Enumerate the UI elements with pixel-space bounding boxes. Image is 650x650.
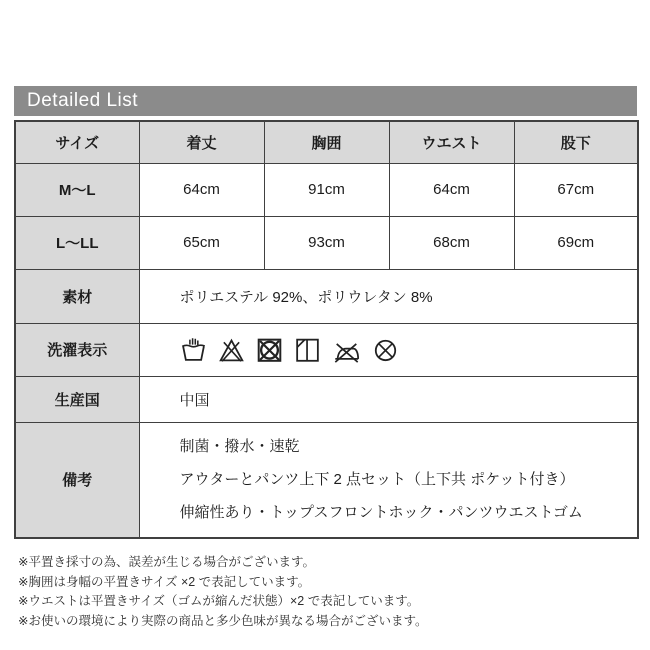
hang-dry-in-shade-icon [294,336,321,364]
col-header-inseam: 股下 [514,121,638,163]
row-header-notes: 備考 [15,422,139,538]
do-not-tumble-dry-icon [256,336,283,364]
footnote-chest: ※胸囲は身幅の平置きサイズ ×2 で表記しています。 [18,574,311,589]
table-row-size-l-ll [15,216,638,269]
note-line-1: 制菌・撥水・速乾 [179,438,300,456]
country-value: 中国 [139,376,638,422]
row-header-material: 素材 [15,269,139,323]
footnote-waist: ※ウエストは平置きサイズ（ゴムが縮んだ状態）×2 で表記しています。 [18,594,420,608]
cell-l-ll-inseam: 69cm [514,216,638,269]
material-value: ポリエステル 92%、ポリウレタン 8% [139,269,638,323]
row-header-size-m-l: M〜L [15,163,139,216]
note-line-3: 伸縮性あり・トップスフロントホック・パンツウエストゴム [179,504,583,522]
do-not-dry-clean-icon [372,336,399,364]
cell-m-l-waist: 64cm [389,163,514,216]
table-row-care [15,323,638,376]
table-row-country [15,376,638,422]
section-title-bar [14,86,637,116]
cell-l-ll-length: 65cm [139,216,264,269]
table-row-notes [15,422,638,538]
table-header-row [15,121,638,163]
hand-wash-icon [180,336,207,364]
do-not-iron-icon [332,336,361,364]
table-row-material [15,269,638,323]
footnotes [18,553,637,631]
note-line-2: アウターとパンツ上下 2 点セット（上下共 ポケット付き） [179,471,575,489]
cell-m-l-length: 64cm [139,163,264,216]
col-header-waist: ウエスト [389,121,514,163]
cell-l-ll-chest: 93cm [264,216,389,269]
cell-m-l-chest: 91cm [264,163,389,216]
col-header-chest: 胸囲 [264,121,389,163]
notes-value [139,422,638,538]
row-header-care: 洗濯表示 [15,323,139,376]
table-row-size-m-l [15,163,638,216]
row-header-country: 生産国 [15,376,139,422]
col-header-length: 着丈 [139,121,264,163]
care-icons [139,323,638,376]
col-header-size: サイズ [15,121,139,163]
detail-table [14,120,639,539]
footnote-measurement: ※平置き採寸の為、誤差が生じる場合がございます。 [18,555,315,569]
cell-l-ll-waist: 68cm [389,216,514,269]
do-not-bleach-icon [218,336,245,364]
cell-m-l-inseam: 67cm [514,163,638,216]
footnote-color: ※お使いの環境により実際の商品と多少色味が異なる場合がございます。 [18,613,428,628]
section-title: Detailed List [27,90,139,111]
row-header-size-l-ll: L〜LL [15,216,139,269]
